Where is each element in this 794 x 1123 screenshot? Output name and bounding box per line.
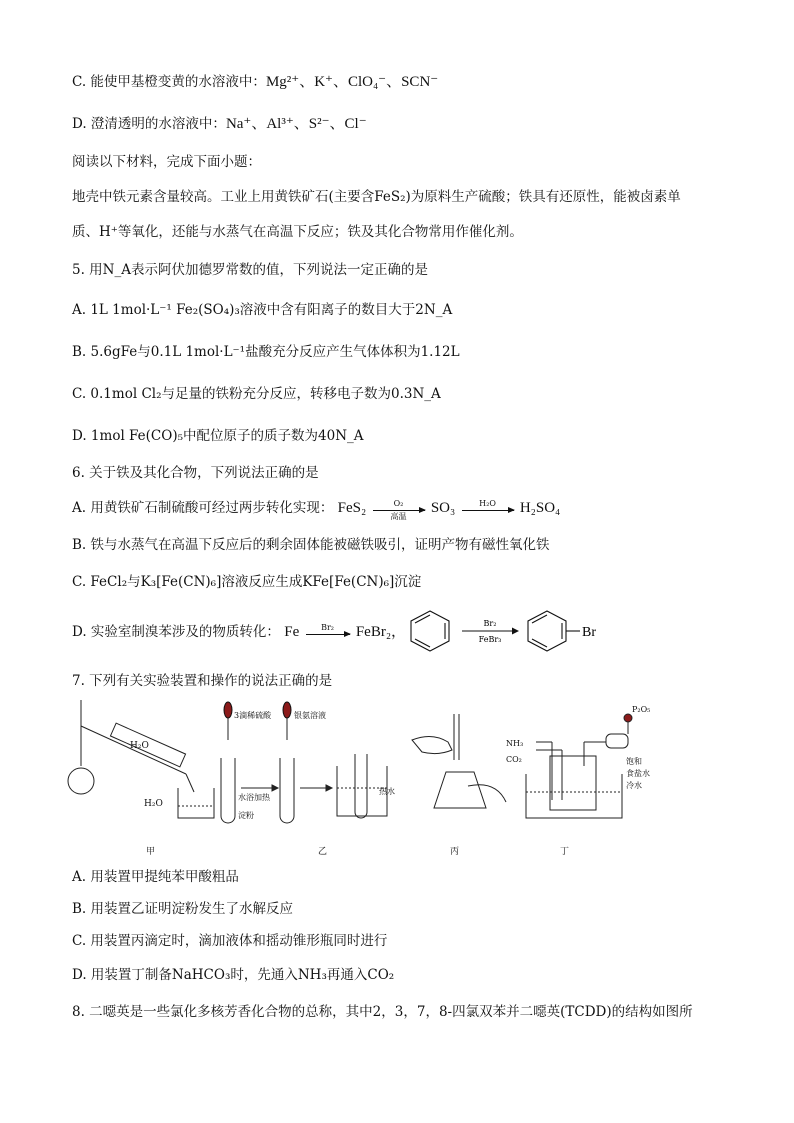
benzene-ring	[411, 611, 449, 651]
q8-stem: 8. 二噁英是一些氯化多核芳香化合物的总称，其中2，3，7，8-四氯双苯并二噁英(TCDD)的结构如图所	[72, 1004, 693, 1020]
material-paragraph-line1: 地壳中铁元素含量较高。工业上用黄铁矿石(主要含FeS₂)为原料生产硫酸；铁具有还原性，能被卤素单	[72, 189, 681, 205]
reaction-arrow-2: H₂O	[462, 500, 514, 518]
q6-option-a: A. 用黄铁矿石制硫酸可经过两步转化实现： FeS₂ O₂ 高温 SO₃ H₂O H₂SO₄	[72, 498, 561, 521]
q6-option-d: D. 实验室制溴苯涉及的物质转化： Fe Br₂ FeBr₂，	[72, 622, 407, 640]
q5-stem: 5. 用N_A表示阿伏加德罗常数的值，下列说法一定正确的是	[72, 262, 428, 278]
apparatus-jia	[68, 700, 214, 818]
label-jia: 甲	[146, 847, 156, 857]
jia-h2o-top: H₂O	[130, 741, 149, 751]
label-bing: 丙	[450, 847, 460, 857]
material-paragraph-line2: 质、H⁺等氧化，还能与水蒸气在高温下反应；铁及其化合物常用作催化剂。	[72, 224, 523, 240]
q4-option-d: D. 澄清透明的水溶液中：Na⁺、Al³⁺、S²⁻、Cl⁻	[72, 116, 367, 132]
q5-option-d: D. 1mol Fe(CO)₅中配位原子的质子数为40N_A	[72, 428, 364, 444]
label-dilute-acid: 3滴稀硫酸	[234, 711, 272, 720]
equation-so3: SO₃	[430, 500, 456, 516]
label-ding: 丁	[560, 847, 570, 857]
q7-option-c: C. 用装置丙滴定时，滴加液体和摇动锥形瓶同时进行	[72, 933, 388, 949]
arrow-top-br2: Br₂	[483, 619, 497, 628]
equation-fes2: FeS₂	[337, 500, 367, 516]
q7-stem: 7. 下列有关实验装置和操作的说法正确的是	[72, 673, 333, 689]
label-nh3: NH₃	[506, 739, 524, 748]
label-yi: 乙	[318, 847, 328, 857]
q6-stem: 6. 关于铁及其化合物，下列说法正确的是	[72, 465, 319, 481]
apparatus-ding	[526, 714, 632, 818]
label-cold-water: 冷水	[626, 781, 642, 790]
q6-option-c: C. FeCl₂与K₃[Fe(CN)₆]溶液反应生成KFe[Fe(CN)₆]沉淀	[72, 574, 422, 590]
bromination-arrow	[462, 628, 519, 635]
label-water-bath: 水浴加热	[238, 793, 270, 802]
apparatus-figure	[66, 696, 726, 862]
q6-option-b: B. 铁与水蒸气在高温下反应后的剩余固体能被磁铁吸引，证明产物有磁性氧化铁	[72, 537, 550, 553]
q7-option-a: A. 用装置甲提纯苯甲酸粗品	[72, 869, 239, 885]
jia-h2o-bottom: H₂O	[144, 799, 163, 809]
bromobenzene-ring	[528, 611, 580, 651]
label-starch: 淀粉	[238, 811, 254, 820]
label-saturated: 饱和	[626, 757, 642, 766]
reaction-arrow-1: O₂ 高温	[373, 500, 425, 518]
fe-to-febr2-arrow: Br₂	[306, 624, 350, 642]
material-intro: 阅读以下材料，完成下面小题：	[72, 154, 261, 170]
q4-option-c: C. 能使甲基橙变黄的水溶液中：Mg²⁺、K⁺、ClO₄⁻、SCN⁻	[72, 74, 439, 90]
apparatus-yi	[221, 702, 387, 823]
equation-h2so4: H₂SO₄	[519, 500, 561, 516]
q7-option-b: B. 用装置乙证明淀粉发生了水解反应	[72, 901, 294, 917]
q5-option-c: C. 0.1mol Cl₂与足量的铁粉充分反应，转移电子数为0.3N_A	[72, 386, 441, 402]
q7-option-d: D. 用装置丁制备NaHCO₃时，先通入NH₃再通入CO₂	[72, 967, 395, 983]
label-co2: CO₂	[506, 755, 522, 764]
bromination-scheme	[408, 608, 628, 654]
q5-option-a: A. 1L 1mol·L⁻¹ Fe₂(SO₄)₃溶液中含有阳离子的数目大于2N_A	[72, 302, 453, 318]
label-salt-water: 食盐水	[626, 769, 650, 778]
apparatus-bing	[412, 714, 506, 808]
arrow-bottom-febr3: FeBr₃	[478, 635, 502, 644]
q5-option-b: B. 5.6gFe与0.1L 1mol·L⁻¹盐酸充分反应产生气体体积为1.12L	[72, 344, 460, 360]
label-p2o5: P₂O₅	[632, 705, 651, 714]
bromine-label: Br	[582, 625, 596, 640]
label-hot-water: 热水	[379, 787, 395, 796]
label-silver-ammonia: 银氨溶液	[294, 711, 326, 720]
